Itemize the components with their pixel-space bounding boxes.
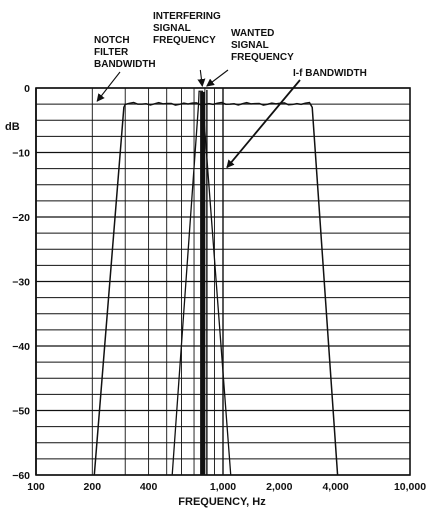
wanted-signal-label-arrow — [207, 70, 228, 86]
x-tick-label: 4,000 — [322, 481, 349, 493]
wanted-signal-label: WANTED SIGNAL FREQUENCY — [231, 28, 294, 63]
y-tick-label: −30 — [12, 276, 30, 289]
series-curves — [94, 91, 337, 475]
y-tick-label: −50 — [12, 405, 30, 418]
annotations — [94, 11, 367, 167]
interfering-signal-label-arrow — [200, 70, 202, 86]
x-tick-label: 400 — [139, 481, 158, 493]
interfering-signal-label: INTERFERING SIGNAL FREQUENCY — [153, 11, 221, 46]
if-bandwidth-label: I-f BANDWIDTH — [293, 68, 367, 79]
x-tick-label: 1,000 — [209, 481, 237, 493]
x-tick-labels — [27, 481, 426, 493]
y-tick-label: −60 — [12, 470, 30, 482]
y-tick-label: −10 — [12, 147, 30, 160]
grid-lines — [36, 88, 410, 475]
y-tick-label: −20 — [12, 212, 30, 224]
y-tick-label: −40 — [12, 341, 30, 353]
notch-filter-label-arrow — [97, 72, 120, 101]
interfering-signal-line — [200, 92, 204, 475]
y-axis-label: dB — [5, 121, 20, 133]
x-tick-label: 2,000 — [266, 481, 293, 493]
x-axis-label: FREQUENCY, Hz — [178, 496, 266, 508]
x-tick-label: 10,000 — [393, 481, 427, 493]
if-bandwidth-label-arrow — [227, 80, 300, 167]
y-tick-label: 0 — [24, 83, 30, 95]
x-tick-label: 100 — [27, 481, 45, 493]
y-tick-labels — [12, 83, 30, 482]
if-bandwidth-curve — [94, 103, 337, 475]
notch-filter-label: NOTCH FILTER BANDWIDTH — [94, 35, 156, 70]
x-tick-label: 200 — [83, 481, 102, 493]
